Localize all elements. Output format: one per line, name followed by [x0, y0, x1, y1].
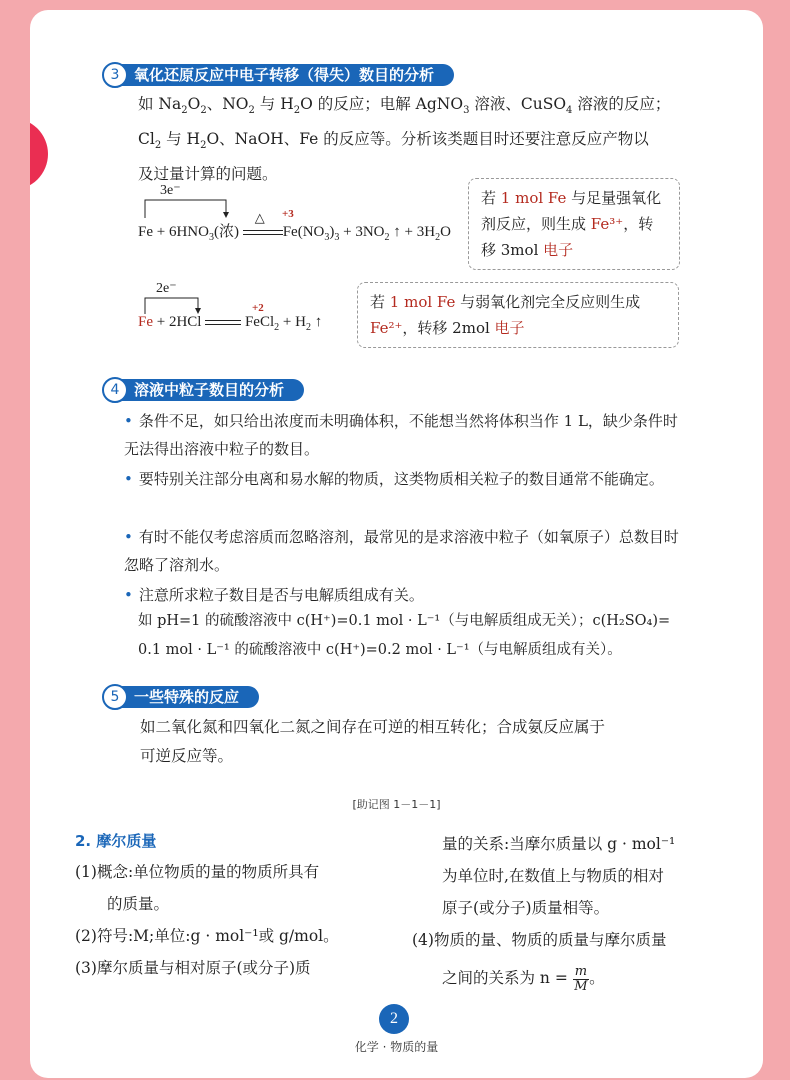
- page-number: 2: [379, 1004, 409, 1034]
- eq-part: Fe + 6HNO: [138, 224, 209, 240]
- text: O、NaOH、Fe 的反应等。分析该类题目时还要注意反应产物以: [206, 130, 649, 149]
- molar-right-column: [412, 828, 732, 994]
- text: ，转移 3mol: [481, 215, 654, 259]
- text: 如 pH=1 的硫酸溶液中 c(H⁺)=0.1 mol · L⁻¹（与电解质组成无关）；c(H₂SO₄)=: [138, 613, 671, 629]
- eq-part: Fe: [138, 314, 153, 330]
- text: 原子(或分子)质量相等。: [442, 899, 610, 917]
- bullet-item: [124, 523, 684, 579]
- text: (4)物质的量、物质的质量与摩尔质量: [412, 931, 667, 949]
- electron-label-2: 2e⁻: [156, 281, 177, 296]
- section-3-paragraph: 如 $Na_2O_2$、$NO_2$ 与 $H_2O$ 的反应；电解 AgNO$_3$ 溶液、CuSO$_4$ 溶液的反应； $Cl_2$ 与 $H_2O$、NaOH、Fe 的反应等。分析该类题目时还要注意反应产物以 及过量计算的问题。: [138, 95, 671, 184]
- text: 及过量计算的问题。: [138, 165, 278, 184]
- bullet-text: 有时不能仅考虑溶质而忽略溶剂，最常见的是求溶液中粒子（如氧原子）总数目时忽略了溶剂水。: [124, 528, 679, 574]
- text: (2)符号:M;单位:g · mol⁻¹或 g/mol。: [75, 927, 339, 945]
- text: O 的反应；电解 AgNO: [300, 95, 464, 113]
- numerator: m: [574, 963, 588, 979]
- bullet-dot: •: [124, 586, 133, 604]
- figure-caption: [助记图 1－1－1]: [352, 798, 441, 811]
- bullet-example: [138, 607, 718, 665]
- text: 与 H: [254, 95, 294, 113]
- text: 1 mol Fe: [500, 189, 567, 207]
- section-4-heading: [102, 377, 304, 403]
- text: 电子: [543, 241, 574, 259]
- text: 若: [370, 293, 390, 311]
- bullet-item: [124, 581, 684, 609]
- oxidation-state-1: +3: [282, 208, 294, 220]
- text: 1 mol Fe: [389, 293, 456, 311]
- molar-mass-title: 2. 摩尔质量: [75, 832, 157, 850]
- text: ，转移 2mol: [402, 319, 495, 337]
- text: 如 Na: [138, 95, 182, 113]
- section-5-title: 一些特殊的反应: [118, 686, 259, 708]
- eq-part: + H: [279, 314, 306, 330]
- text: (3)摩尔质量与相对原子(或分子)质: [75, 959, 311, 977]
- text: 与弱氧化剂完全反应则生成: [455, 293, 641, 311]
- eq-part: ↑ + 3H: [389, 224, 436, 240]
- text: 0.1 mol · L⁻¹ 的硫酸溶液中 c(H⁺)=0.2 mol · L⁻¹（与电解质组成有关）。: [138, 642, 622, 658]
- text: 的质量。: [107, 895, 170, 913]
- text: Cl: [138, 130, 155, 149]
- text: 若: [481, 189, 501, 207]
- section-4-number: 4: [102, 377, 128, 403]
- bullet-dot: •: [124, 412, 133, 430]
- bullet-text: 注意所求粒子数目是否与电解质组成有关。: [138, 586, 424, 604]
- text: 电子: [494, 319, 525, 337]
- denominator: M: [574, 978, 588, 994]
- text: 溶液的反应；: [572, 95, 671, 113]
- footer-text: 化学 · 物质的量: [354, 1040, 439, 1054]
- bullet-dot: •: [124, 528, 133, 546]
- bullet-dot: •: [124, 470, 133, 488]
- section-4-title: 溶液中粒子数目的分析: [118, 379, 304, 401]
- bullet-item: [124, 465, 684, 493]
- text: 。: [589, 969, 605, 987]
- eq-part: + 2HCl: [153, 314, 206, 330]
- electron-label-1: 3e⁻: [160, 183, 181, 198]
- chapter-tab: [30, 118, 48, 190]
- text: 可逆反应等。: [140, 747, 234, 765]
- heat-symbol: △: [254, 210, 265, 225]
- eq-part: (浓): [213, 224, 239, 240]
- oxidation-state-2: +2: [252, 302, 264, 314]
- eq-part: FeCl: [244, 314, 275, 330]
- equation-1: $Fe + 6HNO_3$(浓) △ $Fe(NO_3)_3 + 3NO_2$ ↑ + $3H_2O$: [138, 210, 451, 243]
- section-5-paragraph: [140, 713, 700, 771]
- text: Fe²⁺: [370, 319, 403, 337]
- eq-part: + 3NO: [339, 224, 385, 240]
- section-3-heading: [102, 62, 454, 88]
- molar-left-column: [75, 856, 415, 984]
- eq-part: Fe(NO: [282, 224, 325, 240]
- bullet-text: 条件不足，如只给出浓度而未明确体积，不能想当然将体积当作 1 L，缺少条件时无法得出溶液中粒子的数目。: [124, 412, 678, 458]
- section-3-title: 氧化还原反应中电子转移（得失）数目的分析: [118, 64, 454, 86]
- text: 量的关系:当摩尔质量以 g · mol⁻¹: [442, 835, 676, 853]
- text: 与 H: [161, 130, 201, 149]
- equals-sign: [205, 320, 241, 325]
- equation-2: Fe + 2HCl FeCl$_2$ + $H_2$ ↑: [138, 314, 323, 333]
- page: [30, 10, 763, 1078]
- eq-part: O: [440, 224, 451, 240]
- section-5-heading: [102, 684, 259, 710]
- heat-equals: [243, 210, 283, 241]
- note-weak-oxidizer: [357, 282, 679, 348]
- text: 溶液、CuSO: [469, 95, 567, 113]
- fraction: [573, 965, 589, 994]
- section-3-number: 3: [102, 62, 128, 88]
- section-5-number: 5: [102, 684, 128, 710]
- text: 之间的关系为 n =: [442, 969, 573, 987]
- text: 为单位时,在数值上与物质的相对: [442, 867, 664, 885]
- text: Fe³⁺: [590, 215, 624, 233]
- bullet-item: [124, 407, 684, 463]
- text: 、NO: [206, 95, 249, 113]
- text: (1)概念:单位物质的量的物质所具有: [75, 863, 320, 881]
- text: 如二氧化氮和四氧化二氮之间存在可逆的相互转化；合成氨反应属于: [140, 718, 606, 736]
- text: 与足量强氧化剂反应，则生成: [481, 189, 662, 233]
- note-strong-oxidizer: [468, 178, 680, 270]
- bullet-text: 要特别关注部分电离和易水解的物质，这类物质相关粒子的数目通常不能确定。: [138, 470, 664, 488]
- formula-line: [412, 962, 732, 994]
- eq-part: ↑: [310, 314, 323, 330]
